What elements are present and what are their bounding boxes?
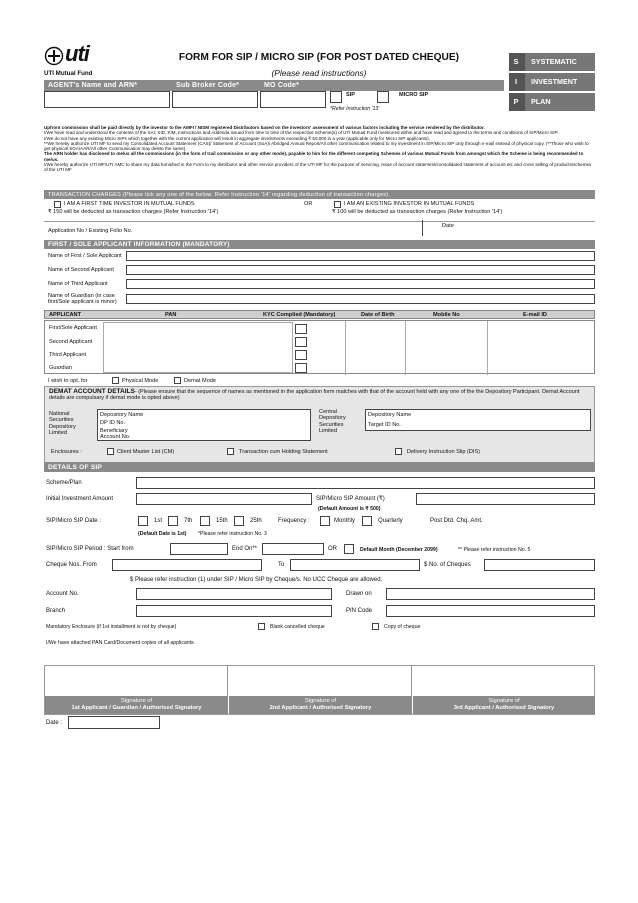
account-no-input[interactable]	[136, 588, 332, 600]
sip-form	[44, 41, 595, 734]
refer-instruction-5: ** Please refer instruction No. 5	[458, 547, 531, 553]
delivery-slip-checkbox[interactable]	[395, 448, 402, 455]
date-25th-checkbox[interactable]	[234, 516, 244, 526]
form-title: FORM FOR SIP / MICRO SIP (FOR POST DATED CHEQUE)	[178, 52, 460, 63]
existing-note: ₹ 100 will be deducted as transaction charges (Refer Instruction '14')	[332, 209, 503, 215]
start-date-input[interactable]	[170, 543, 228, 555]
quarterly-checkbox[interactable]	[362, 516, 372, 526]
first-time-checkbox[interactable]	[54, 201, 61, 208]
signature-box-2[interactable]	[229, 666, 412, 714]
quarterly-label: Quarterly	[378, 518, 403, 524]
sip-amount-input[interactable]	[416, 493, 595, 505]
frequency-label: Frequency :	[278, 518, 310, 524]
applicant-table-header: APPLICANT PAN KYC Complied (Mandatory) Date of Birth Mobile No E-mail ID	[44, 310, 595, 319]
kyc-checkbox-3[interactable]	[295, 350, 307, 360]
signature-section	[44, 665, 595, 715]
copy-cheque-label: Copy of cheque	[384, 624, 421, 630]
third-applicant-name-label: Name of Third Applicant	[48, 281, 108, 287]
signature-role: 1st Applicant / Guardian / Authorised Signatory	[71, 705, 202, 711]
initial-amount-label: Initial Investment Amount	[46, 496, 114, 502]
cdsl-details[interactable]: Depository Name Target ID No.	[365, 409, 591, 431]
guardian-name-input[interactable]	[126, 294, 595, 304]
first-time-label: I AM A FIRST TIME INVESTOR IN MUTUAL FUNDS	[64, 201, 195, 207]
copy-cheque-checkbox[interactable]	[372, 623, 379, 630]
date-1st-checkbox[interactable]	[138, 516, 148, 526]
sip-checkbox[interactable]	[330, 91, 342, 103]
folio-label: Application No / Existing Folio No.	[48, 228, 133, 234]
kyc-checkbox-4[interactable]	[295, 363, 307, 373]
client-master-checkbox[interactable]	[107, 448, 114, 455]
cheque-to-input[interactable]	[290, 559, 420, 571]
end-on-label: End On**	[232, 546, 258, 552]
monthly-checkbox[interactable]	[320, 516, 330, 526]
second-applicant-name-input[interactable]	[126, 265, 595, 275]
date-input[interactable]	[68, 716, 160, 729]
folio-date-label: Date	[442, 223, 454, 229]
demat-section	[44, 386, 595, 470]
default-month-label: Default Month (December 2099)	[360, 547, 438, 553]
uti-logo	[44, 41, 106, 78]
sip-amount-label: SIP/Micro SIP Amount (₹)	[316, 496, 385, 502]
existing-label: I AM AN EXISTING INVESTOR IN MUTUAL FUNDS	[344, 201, 475, 207]
table-row: First/Sole Applicant	[49, 325, 97, 331]
applicant-bar: FIRST / SOLE APPLICANT INFORMATION (MANDATORY)	[44, 240, 595, 249]
table-row: Second Applicant	[49, 339, 93, 345]
cheque-from-label: Cheque Nos. From	[46, 562, 97, 568]
default-month-checkbox[interactable]	[344, 544, 354, 554]
nsdl-details[interactable]: Depository Name DP ID No. Beneficiary Account No.	[97, 409, 311, 441]
branch-label: Branch	[46, 608, 66, 614]
side-row-s: S SYSTEMATIC	[509, 53, 595, 71]
end-date-input[interactable]	[262, 543, 324, 555]
mo-label: MO Code*	[264, 82, 300, 89]
monthly-label: Monthly	[334, 518, 356, 524]
existing-checkbox[interactable]	[334, 201, 341, 208]
refer-instruction-13: *Refer Instruction '13'	[330, 106, 380, 112]
cheque-from-input[interactable]	[112, 559, 262, 571]
no-cheques-input[interactable]	[484, 559, 595, 571]
scheme-label: Scheme/Plan	[46, 480, 82, 486]
holding-statement-label: Transaction cum Holding Statement	[239, 449, 328, 455]
transaction-bar: TRANSACTION CHARGES (Please tick any one of the below. Refer Instruction '14' regarding deduction of transaction charges)	[44, 190, 595, 199]
delivery-slip-label: Delivery Instruction Slip (DIS)	[407, 449, 481, 455]
sip-label: SIP	[346, 92, 356, 98]
first-applicant-name-input[interactable]	[126, 251, 595, 261]
sip-details-bar: DETAILS OF SIP	[44, 462, 595, 472]
date-15th-checkbox[interactable]	[200, 516, 210, 526]
account-no-label: Account No.	[46, 591, 79, 597]
pin-code-input[interactable]	[386, 605, 595, 617]
opt-for-label: I wish to opt. for	[48, 378, 88, 384]
sip-period-label: SIP/Micro SIP Period : Start from	[46, 546, 134, 552]
transaction-or: OR	[304, 201, 313, 207]
date-1st-label: 1st	[154, 518, 163, 524]
scheme-input[interactable]	[136, 477, 595, 489]
table-row: Guardian	[49, 365, 73, 371]
folio-input[interactable]	[44, 220, 595, 236]
logo-text: uti	[65, 41, 89, 66]
initial-amount-input[interactable]	[136, 493, 312, 505]
pdc-amount-label: Post Dtd. Chq. Amt.	[430, 518, 483, 524]
date-label: Date :	[46, 720, 63, 726]
sub-broker-input[interactable]	[172, 91, 258, 108]
refer-instruction-3: *Please refer instruction No. 3	[198, 531, 267, 537]
date-7th-label: 7th	[184, 518, 193, 524]
enclosures-label: Enclosures :	[51, 449, 82, 455]
demat-mode-checkbox[interactable]	[174, 377, 181, 384]
holding-statement-checkbox[interactable]	[227, 448, 234, 455]
nsdl-label: National Securities Depository Limited	[49, 411, 76, 437]
cheque-instruction-note: $ Please refer instruction (1) under SIP / Micro SIP by Cheque/s. No UCC Cheque are allowed.	[130, 577, 383, 583]
drawn-on-label: Drawn on	[346, 591, 372, 597]
logo-emblem-icon	[44, 46, 64, 66]
date-25th-label: 25th	[250, 518, 262, 524]
signature-label: Signature of	[488, 698, 520, 704]
signature-role: 3rd Applicant / Authorised Signatory	[453, 705, 555, 711]
cheque-to-label: To	[278, 562, 285, 568]
cdsl-label: Central Depository Securities Limited	[319, 409, 346, 435]
period-or-label: OR	[328, 546, 337, 552]
default-amount-note: (Default Amount is ₹ 500)	[318, 506, 381, 512]
default-date-note: (Default Date is 1st)	[138, 531, 187, 537]
kyc-checkbox-2[interactable]	[295, 337, 307, 347]
sub-broker-label: Sub Broker Code*	[176, 82, 240, 89]
date-15th-label: 15th	[216, 518, 228, 524]
demat-note: DEMAT ACCOUNT DETAILS- (Please ensure that the sequence of names as mentioned in the application form matches with that of the account held with any one of the the Depository Participant. Demat Account details are compulsary if demat mode is opted above)	[49, 388, 580, 402]
pan-column[interactable]	[103, 322, 293, 373]
signature-label: Signature of	[120, 698, 153, 704]
guardian-name-label: Name of Guardian (in case first/Sole applicant is minor)	[48, 293, 117, 306]
blank-cheque-checkbox[interactable]	[258, 623, 265, 630]
blank-cheque-label: Blank cancelled cheque	[270, 624, 325, 630]
pan-attached-note: I/We have attached PAN Card/Document copies of all applicants.	[46, 640, 196, 646]
client-master-label: Client Master List (CM)	[117, 449, 175, 455]
signature-role: 2nd Applicant / Authorised Signatory	[269, 705, 372, 711]
signature-box-3[interactable]	[413, 666, 595, 714]
physical-mode-label: Physical Mode	[122, 378, 159, 384]
micro-sip-checkbox[interactable]	[377, 91, 389, 103]
drawn-on-input[interactable]	[386, 588, 595, 600]
date-7th-checkbox[interactable]	[168, 516, 178, 526]
logo-subtitle: UTI Mutual Fund	[44, 70, 93, 77]
sip-side-panel	[509, 53, 595, 111]
second-applicant-name-label: Name of Second Applicant	[48, 267, 114, 273]
form-subtitle: (Please read instructions)	[271, 68, 367, 78]
agent-label: AGENT's Name and ARN*	[48, 82, 138, 89]
micro-sip-label: MICRO SIP	[399, 92, 429, 98]
pin-code-label: PIN Code	[346, 608, 373, 614]
third-applicant-name-input[interactable]	[126, 279, 595, 289]
signature-box-1[interactable]	[45, 666, 228, 714]
side-row-p: P PLAN	[509, 93, 595, 111]
first-time-note: ₹ 150 will be deducted as transaction charges (Refer Instruction '14')	[48, 209, 219, 215]
disclaimer-text: Upfront commission shall be paid directly by the investor to the AMFI / NISM registered Distributors based on the investors' assessment of various factors including the service rendered by the distributor. I/We have read and understood the contents of the SAI, SID, KIM, Instructions and Addenda issued from time to time of the respective Scheme(s) of UTI Mutual Fund mentioned within and have read and agreed to the terms and conditions of SIP/Micro SIP. I/We do not have any existing Micro SIPs which together with the current application will result in aggregate investments exceeding ₹ 50,000 in a year (applicable only for Micro SIP applicants). **We hereby authorize UTI MF to send my Consolidated Account Statement (CAS)/ Statement of Account (SoA)/ Abridged Annual Report/All other communication related to my investment in SIP/Micro SIP only through e-mail instead of physical copy. (**Those who wish to get physical SOA/AAR/All other Communication may delete the same). The ARN holder has disclosed to me/us all the commissions (in the form of trail commission or any other mode), payable to him for the different competing Schemes of various Mutual Funds from amongst which the Scheme is being recommended to me/us. I/We hereby authorize UTI MF/UTI AMC to share my data furnished in the Form to my distributor and other service providers of the UTI MF for the purpose of servicing, issue of account statement/consolidated statement of account etc and cross selling of products/schemes of the UTI MF	[44, 125, 592, 173]
side-row-i: I INVESTMENT	[509, 73, 595, 91]
agent-bar	[44, 80, 504, 91]
first-applicant-name-label: Name of First / Sole Applicant	[48, 253, 122, 259]
applicant-table-body	[44, 320, 595, 374]
sip-date-label: SIP/Micro SIP Date :	[46, 518, 101, 524]
mandatory-enclosure-label: Mandatory Enclosure (if 1st installment is not by cheque)	[46, 624, 177, 630]
demat-mode-label: Demat Mode	[184, 378, 217, 384]
signature-label: Signature of	[304, 698, 337, 704]
agent-input[interactable]	[44, 91, 170, 108]
kyc-checkbox-1[interactable]	[295, 324, 307, 334]
mo-code-input[interactable]	[260, 91, 326, 108]
physical-mode-checkbox[interactable]	[112, 377, 119, 384]
table-row: Third Applicant	[49, 352, 87, 358]
branch-input[interactable]	[136, 605, 332, 617]
no-cheques-label: $ No. of Cheques	[424, 562, 471, 568]
